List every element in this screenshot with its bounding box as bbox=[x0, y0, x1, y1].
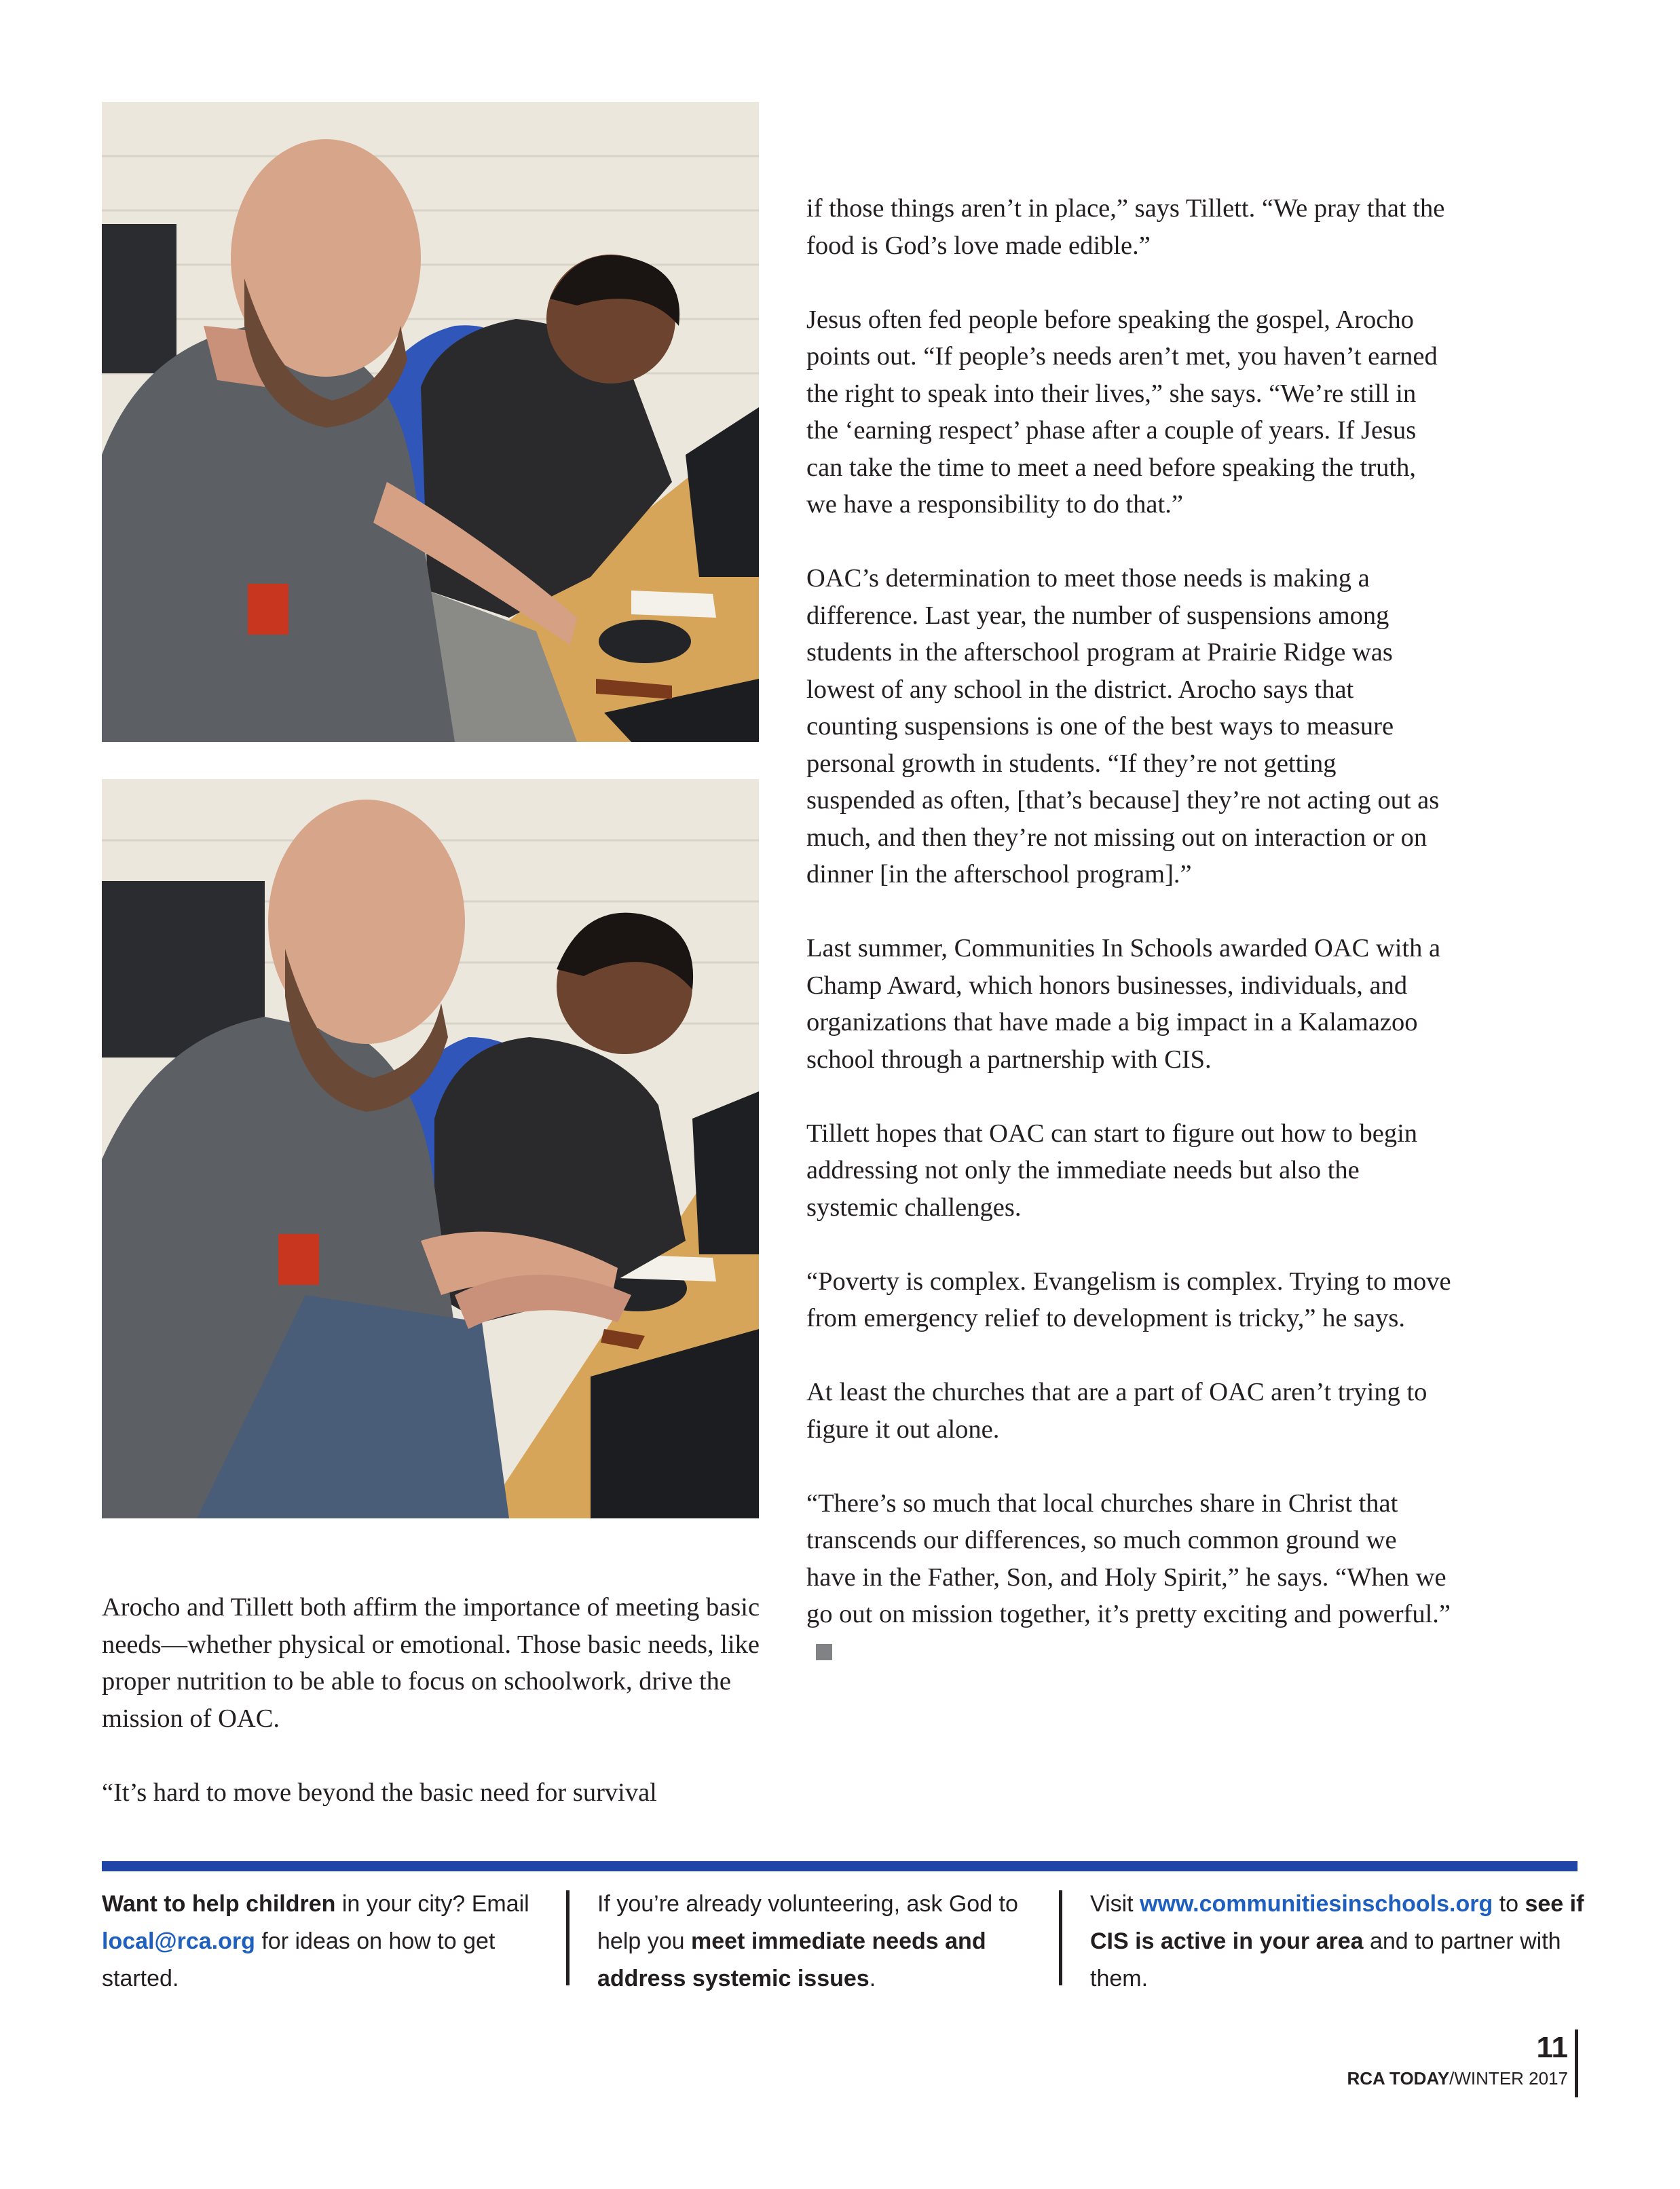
paragraph: Jesus often fed people before speaking the gospel, Arocho points out. “If people’s needs aren’t met, you haven’t earned the right to speak into their lives,” she says. “We’re still in the ‘earning respect’ phase after a couple of years. If Jesus can take the time to meet a need before speaking the truth, we have a responsibility to do that.” bbox=[806, 305, 1438, 519]
paragraph-final bbox=[806, 1485, 1451, 1670]
tip1-text-b: for ideas on how to get started. bbox=[102, 1928, 496, 1991]
publication-name: RCA TODAY bbox=[1347, 2068, 1450, 2089]
tip3-bold: see if CIS is active in your area bbox=[1090, 1891, 1584, 1954]
tip1-text-a: in your city? Email bbox=[335, 1891, 529, 1917]
tip-box-2 bbox=[597, 1886, 1052, 1998]
tip3-text-b: to bbox=[1493, 1891, 1525, 1917]
tip3-text-a: Visit bbox=[1090, 1891, 1140, 1917]
photo-man-helping-boy-writing-icon bbox=[102, 102, 759, 742]
tip1-bold: Want to help children bbox=[102, 1891, 336, 1917]
paragraph: if those things aren’t in place,” says Tillett. “We pray that the food is God’s love made edible.” bbox=[806, 194, 1445, 260]
tip-divider-2 bbox=[1059, 1890, 1062, 1985]
left-column bbox=[102, 1589, 767, 1811]
photo-man-helping-boy-at-desk-icon bbox=[102, 779, 759, 1518]
tip-box-3 bbox=[1090, 1886, 1586, 1998]
final-paragraph-text: “There’s so much that local churches share in Christ that transcends our differences, so much common ground we have in the Father, Son, and Holy Spirit,” he says. “When we go out on mission together, it’s pretty exciting and powerful.” bbox=[806, 1489, 1451, 1628]
tip-divider-1 bbox=[566, 1890, 570, 1985]
photo-top bbox=[102, 102, 759, 742]
paragraph: Last summer, Communities In Schools awarded OAC with a Champ Award, which honors businesses, individuals, and organizations that have made a big impact in a Kalamazoo school through a partnership with CIS. bbox=[806, 934, 1441, 1074]
publication-line bbox=[1276, 2065, 1568, 2092]
issue-name: /WINTER 2017 bbox=[1449, 2068, 1568, 2089]
photo-bottom bbox=[102, 779, 759, 1518]
end-of-article-square-icon bbox=[816, 1644, 832, 1660]
right-column bbox=[806, 190, 1451, 1670]
tip2-text-b: . bbox=[869, 1966, 876, 1991]
paragraph: “Poverty is complex. Evangelism is complex. Trying to move from emergency relief to development is tricky,” he says. bbox=[806, 1267, 1451, 1332]
tip2-text-a: If you’re already volunteering, ask God to help you bbox=[597, 1891, 1018, 1954]
email-link[interactable]: local@rca.org bbox=[102, 1928, 255, 1954]
page-number: 11 bbox=[1536, 2031, 1568, 2064]
tip3-text-c: and to partner with them. bbox=[1090, 1928, 1561, 1991]
paragraph: OAC’s determination to meet those needs is making a difference. Last year, the number of suspensions among students in the afterschool program at Prairie Ridge was lowest of any school in the district. Arocho says that counting suspensions is one of the best ways to measure personal growth in students. “If they’re not getting suspended as often, [that’s because] they’re not acting out as much, and then they’re not missing out on interaction or on dinner [in the afterschool program].” bbox=[806, 564, 1440, 888]
paragraph: At least the churches that are a part of OAC aren’t trying to figure it out alone. bbox=[806, 1378, 1427, 1444]
cis-website-link[interactable]: www.communitiesinschools.org bbox=[1140, 1891, 1493, 1917]
folio bbox=[1276, 2031, 1568, 2092]
paragraph: “It’s hard to move beyond the basic need for survival bbox=[102, 1778, 657, 1807]
folio-divider bbox=[1575, 2029, 1578, 2097]
tip2-bold: meet immediate needs and address systemic issues bbox=[597, 1928, 986, 1991]
tip-box-1 bbox=[102, 1886, 563, 1998]
paragraph: Tillett hopes that OAC can start to figure out how to begin addressing not only the immediate needs but also the systemic challenges. bbox=[806, 1119, 1418, 1222]
accent-rule bbox=[102, 1861, 1578, 1871]
paragraph: Arocho and Tillett both affirm the importance of meeting basic needs—whether physical or emotional. Those basic needs, like proper nutrition to be able to focus on schoolwork, drive the mission of OAC. bbox=[102, 1593, 760, 1733]
